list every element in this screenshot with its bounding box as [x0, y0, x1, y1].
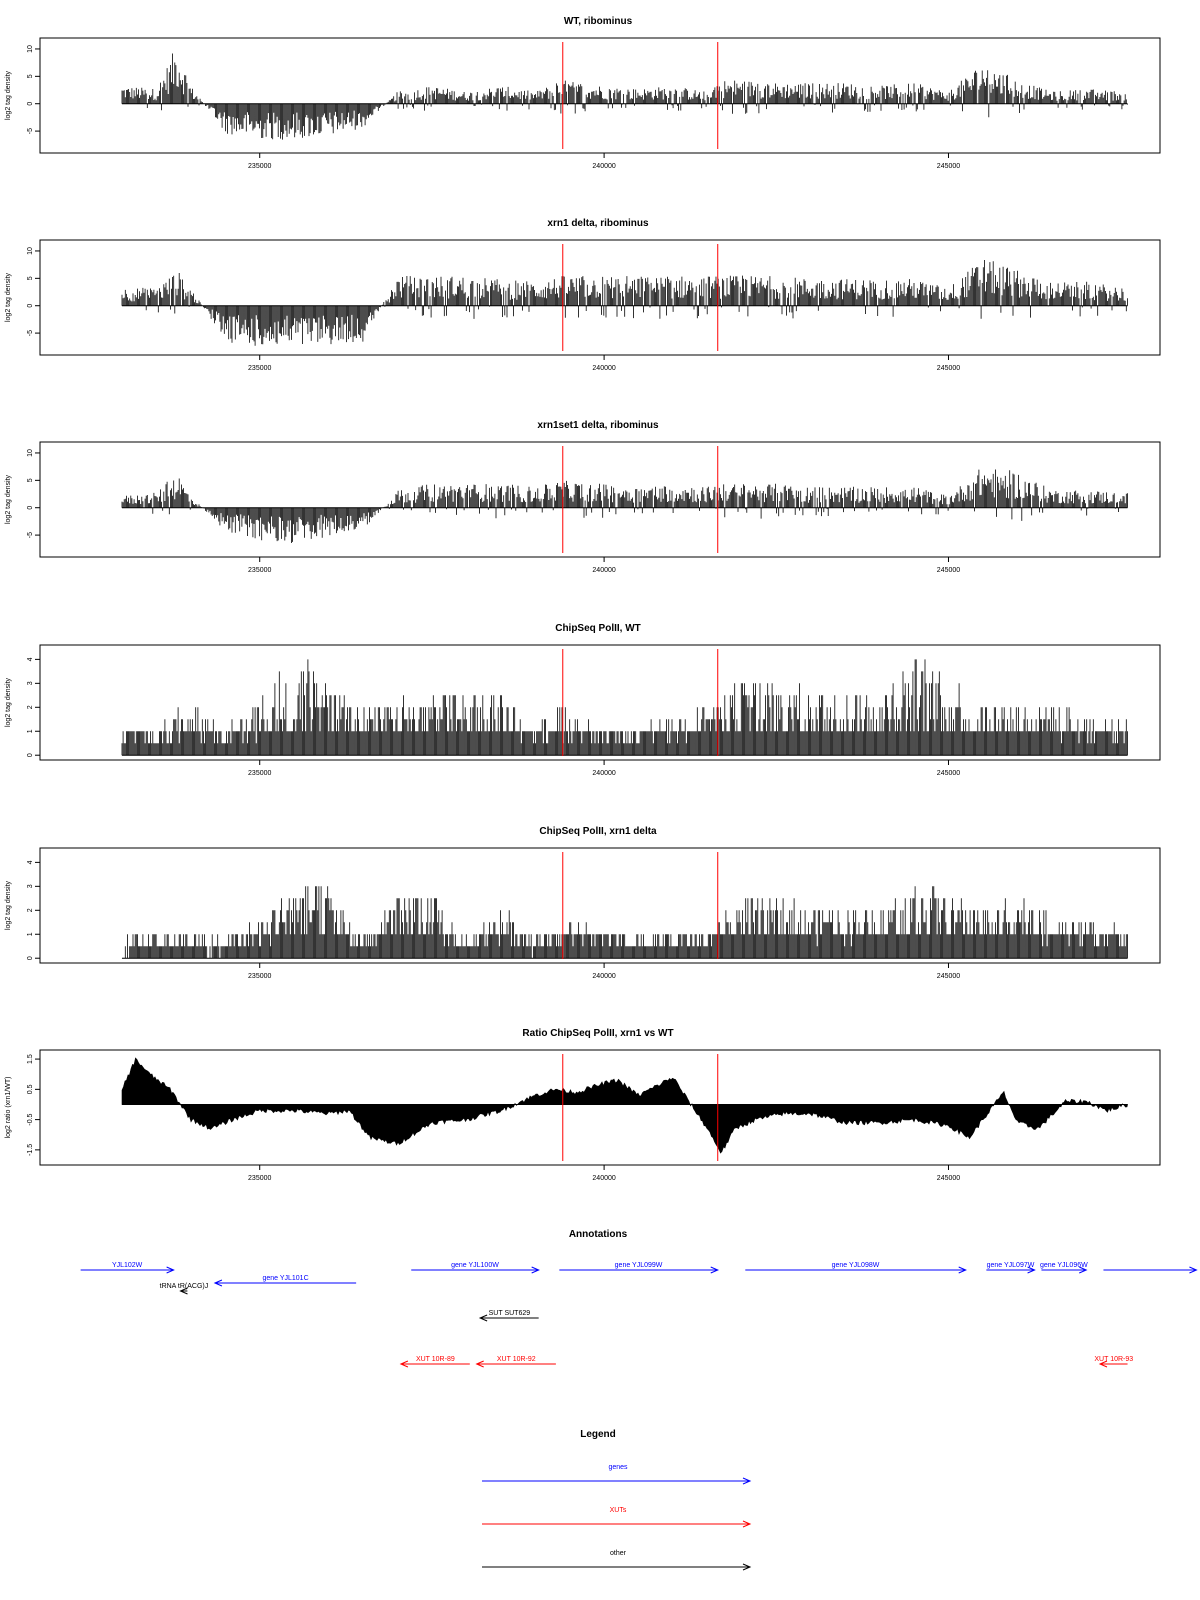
y-tick-label: 0 [27, 101, 34, 106]
x-tick-label: 235000 [248, 973, 272, 980]
x-tick-label: 245000 [936, 1175, 961, 1182]
x-tick-label: 240000 [592, 973, 616, 980]
panel-1 [5, 16, 1160, 170]
x-tick-label: 235000 [248, 365, 272, 372]
feature-gene [1103, 1267, 1196, 1273]
y-tick-label: 3 [27, 681, 34, 686]
feature-label: XUT 10R-92 [496, 1356, 536, 1363]
x-tick-label: 240000 [592, 365, 616, 372]
feature-label: gene YJL098W [831, 1262, 880, 1269]
x-tick-label: 235000 [248, 163, 272, 170]
panel-4 [5, 623, 1160, 777]
bar-spikes [122, 54, 1127, 140]
y-axis-label: log2 tag density [5, 880, 12, 931]
y-tick-label: 0 [27, 303, 34, 308]
series-marks [122, 659, 1128, 755]
legend-label: other [610, 1550, 626, 1557]
y-tick-label: -5 [27, 329, 34, 337]
ratio-area [122, 1058, 1128, 1153]
feature-gene [215, 1275, 356, 1286]
feature-label: gene YJL097W [986, 1262, 1035, 1269]
y-tick-label: 1.5 [27, 1054, 34, 1064]
series-marks [122, 260, 1128, 346]
y-tick-label: 4 [27, 657, 34, 662]
series-marks [122, 1058, 1128, 1153]
x-tick-label: 240000 [592, 1175, 616, 1182]
panel-title: Ratio ChipSeq PolII, xrn1 vs WT [522, 1028, 674, 1039]
y-tick-label: 5 [27, 276, 34, 281]
annotation-title: Annotations [568, 1229, 628, 1240]
bar-spikes [122, 659, 1127, 755]
y-tick-label: 4 [27, 860, 34, 865]
legend-title: Legend [580, 1429, 616, 1440]
x-tick-label: 245000 [936, 365, 961, 372]
x-tick-label: 235000 [248, 567, 272, 574]
feature-gene [745, 1262, 965, 1273]
x-tick-label: 240000 [592, 163, 616, 170]
panel-3 [5, 420, 1160, 574]
legend-label: XUTs [609, 1507, 627, 1514]
y-tick-label: 0.5 [27, 1084, 34, 1095]
bar-spikes [122, 260, 1127, 346]
y-axis-label: log2 ratio (xrn1/WT) [5, 1076, 12, 1139]
panel-6 [5, 1028, 1160, 1182]
x-tick-label: 240000 [592, 567, 616, 574]
feature-gene [411, 1262, 538, 1273]
y-tick-label: 0 [27, 753, 34, 758]
x-tick-label: 235000 [248, 1175, 272, 1182]
y-tick-label: 0 [27, 505, 34, 510]
bar-spikes [122, 886, 1127, 958]
y-tick-label: -0.5 [27, 1113, 34, 1126]
y-tick-label: -5 [27, 531, 34, 539]
x-tick-label: 245000 [936, 567, 961, 574]
y-tick-label: -1.5 [27, 1143, 34, 1156]
y-axis-label: log2 tag density [5, 272, 12, 323]
feature-label: SUT SUT629 [488, 1310, 531, 1317]
feature-label: gene YJL101C [262, 1275, 309, 1282]
feature-gene [1040, 1262, 1088, 1273]
feature-label: tRNA tR(ACG)J [159, 1283, 209, 1290]
y-tick-label: 1 [27, 729, 34, 734]
series-marks [122, 54, 1128, 140]
y-axis-label: log2 tag density [5, 70, 12, 121]
y-tick-label: 10 [27, 45, 34, 53]
y-tick-label: 10 [27, 247, 34, 255]
panel-title: xrn1set1 delta, ribominus [537, 420, 659, 431]
feature-gene [559, 1262, 717, 1273]
y-tick-label: 1 [27, 932, 34, 937]
annotation-track [81, 1229, 1197, 1367]
series-marks [122, 886, 1128, 958]
legend-item [482, 1550, 750, 1570]
y-tick-label: 2 [27, 908, 34, 913]
series-marks [122, 470, 1128, 544]
x-tick-label: 245000 [936, 973, 961, 980]
feature-label: gene YJL096W [1039, 1262, 1088, 1269]
panel-title: ChipSeq PolII, xrn1 delta [539, 826, 657, 837]
x-tick-label: 245000 [936, 770, 961, 777]
y-axis-label: log2 tag density [5, 677, 12, 728]
legend [482, 1429, 750, 1570]
x-tick-label: 245000 [936, 163, 961, 170]
legend-label: genes [608, 1464, 628, 1471]
feature-xut [1094, 1356, 1133, 1367]
y-tick-label: 2 [27, 705, 34, 710]
annotation-features [81, 1262, 1197, 1367]
y-tick-label: 5 [27, 478, 34, 483]
panel-title: ChipSeq PolII, WT [555, 623, 641, 634]
feature-other [160, 1283, 209, 1294]
legend-item [482, 1507, 750, 1527]
y-tick-label: 5 [27, 74, 34, 79]
x-tick-label: 235000 [248, 770, 272, 777]
feature-xut [401, 1356, 470, 1367]
panel-5 [5, 826, 1160, 980]
y-tick-label: -5 [27, 127, 34, 135]
track-panels [5, 16, 1160, 1182]
feature-xut [477, 1356, 556, 1367]
legend-items [482, 1464, 750, 1570]
panel-title: xrn1 delta, ribominus [547, 218, 649, 229]
feature-gene [81, 1262, 174, 1273]
bar-spikes [122, 470, 1127, 544]
panel-2 [5, 218, 1160, 372]
feature-label: YJL102W [111, 1262, 143, 1269]
feature-label: gene YJL100W [451, 1262, 499, 1269]
feature-label: XUT 10R-89 [415, 1356, 455, 1363]
feature-other [480, 1310, 539, 1321]
feature-label: XUT 10R-93 [1094, 1356, 1134, 1363]
feature-gene [986, 1262, 1034, 1273]
y-tick-label: 10 [27, 449, 34, 457]
feature-label: gene YJL099W [614, 1262, 663, 1269]
y-axis-label: log2 tag density [5, 474, 12, 525]
y-tick-label: 3 [27, 884, 34, 889]
y-tick-label: 0 [27, 956, 34, 961]
panel-title: WT, ribominus [563, 16, 633, 27]
legend-item [482, 1464, 750, 1484]
x-tick-label: 240000 [592, 770, 616, 777]
